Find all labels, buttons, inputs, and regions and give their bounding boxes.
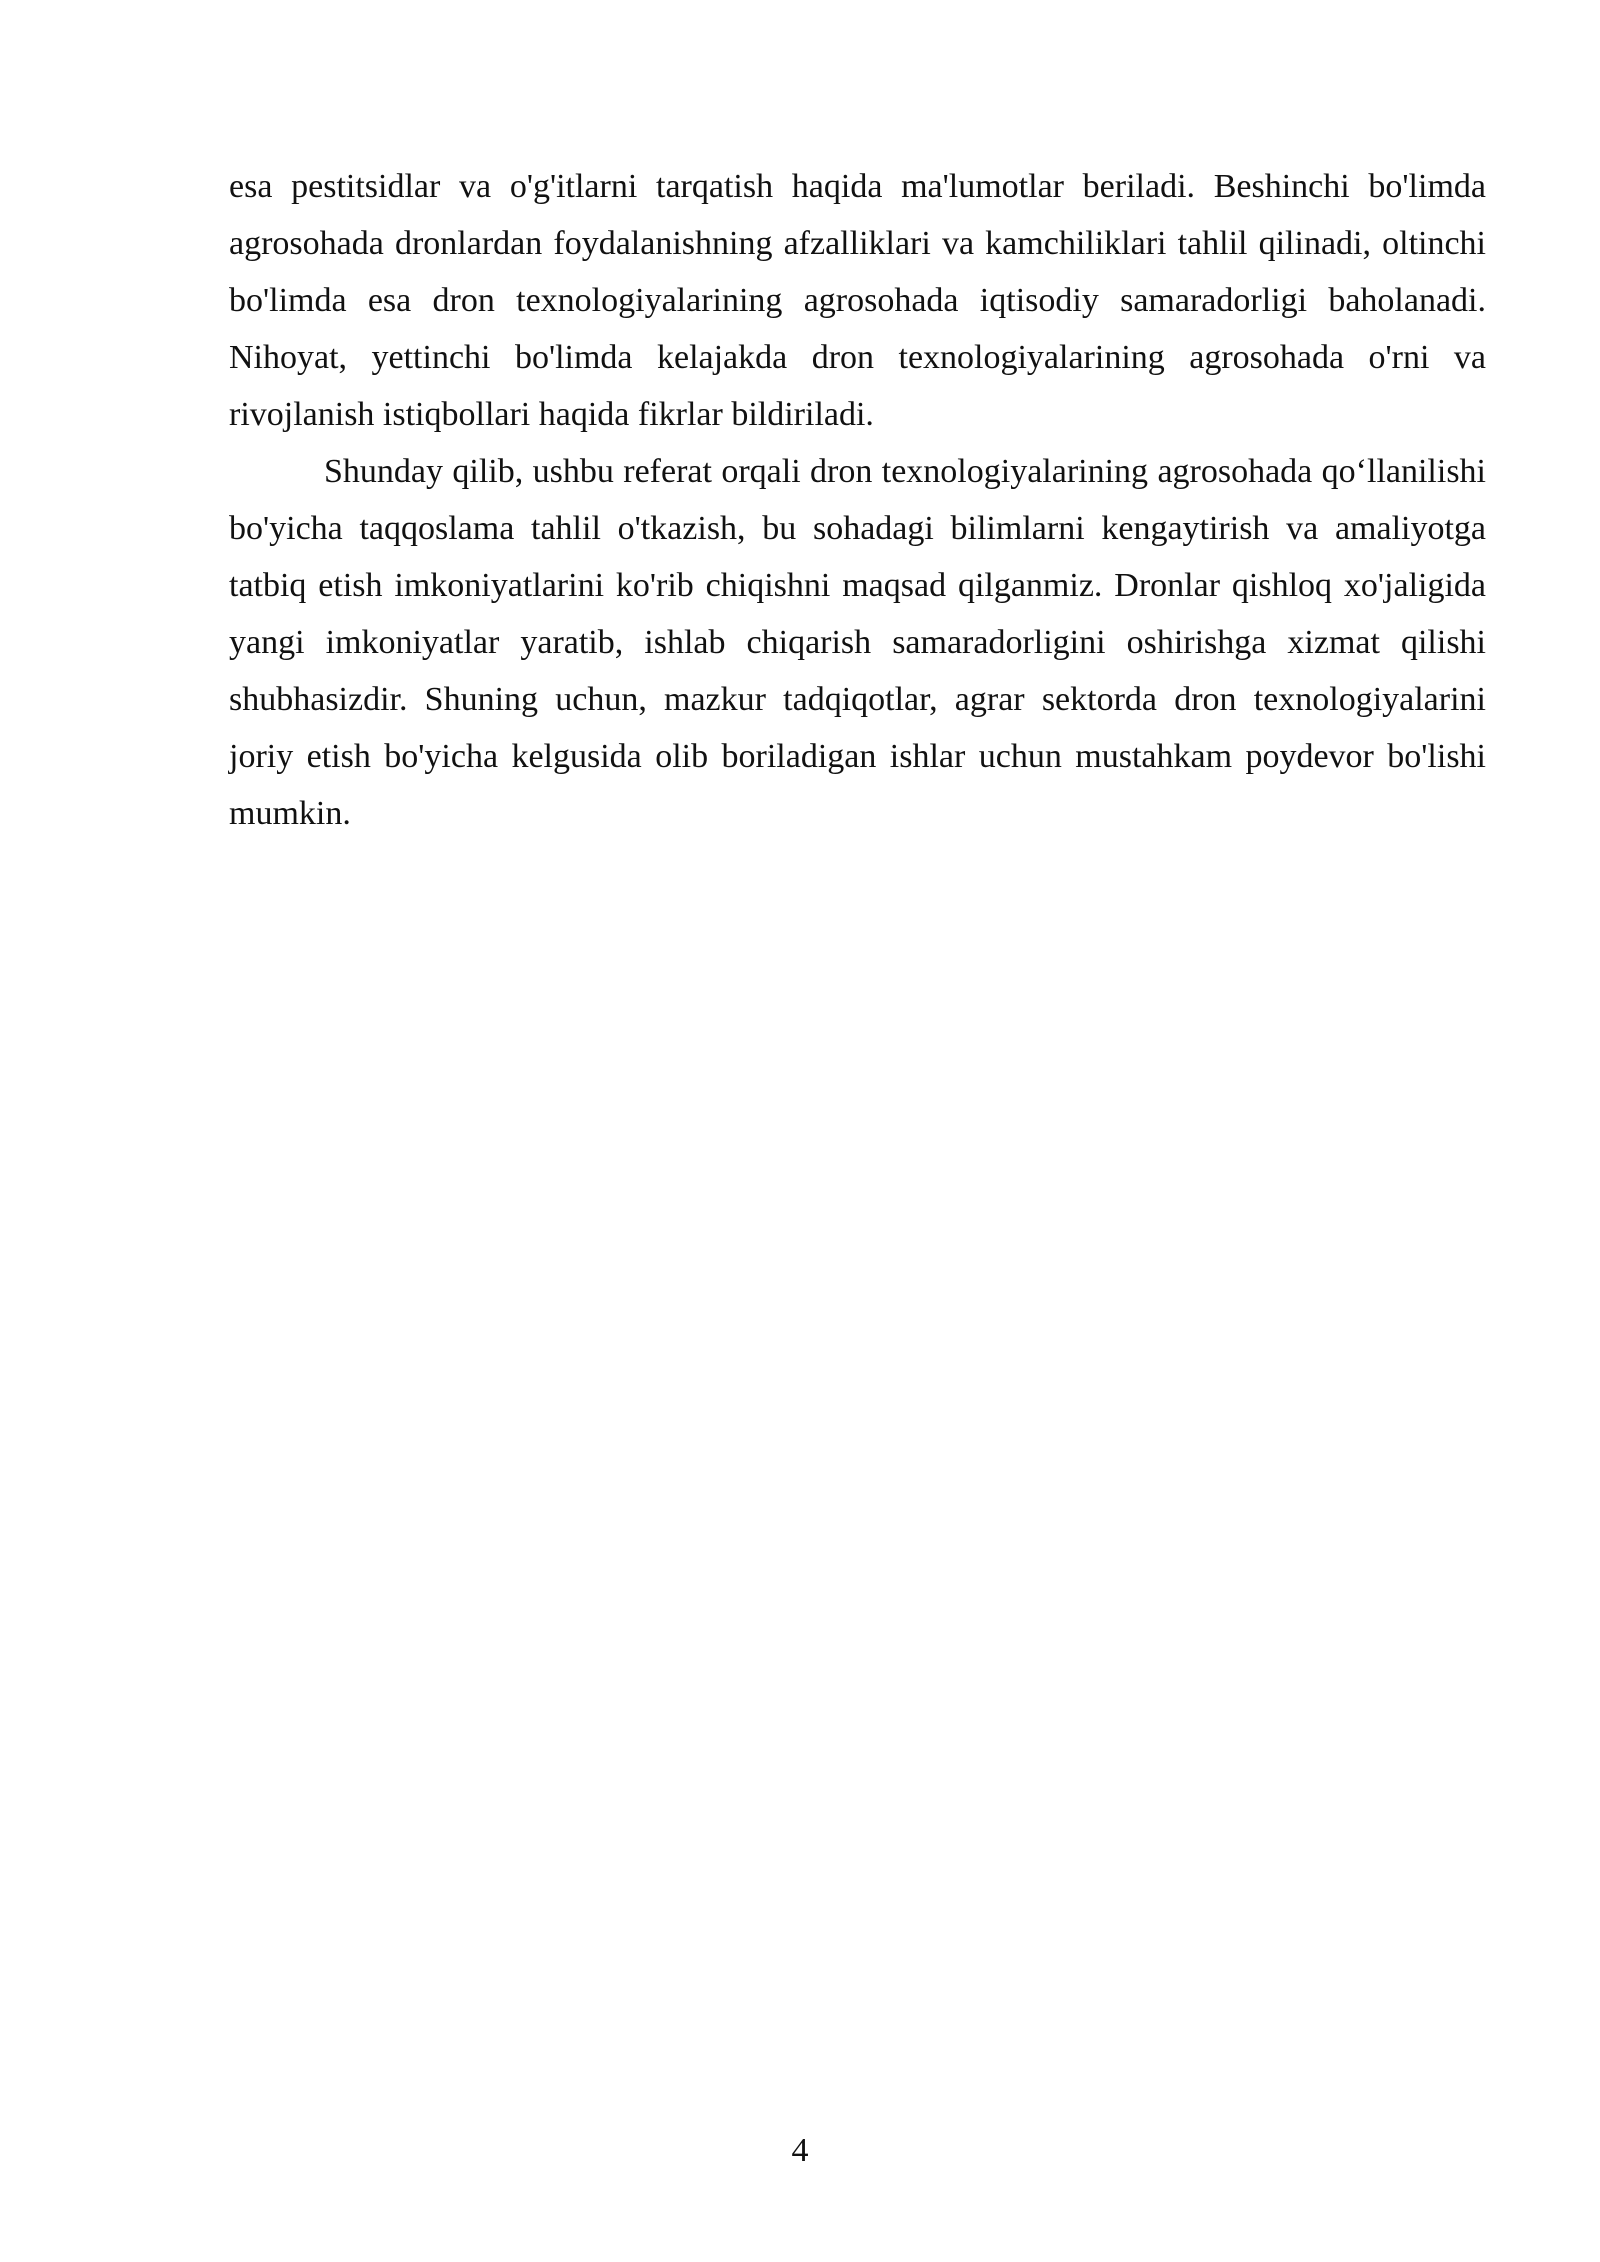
paragraph-sections-overview: esa pestitsidlar va o'g'itlarni tarqatish haqida ma'lumotlar beriladi. Beshinchi bo'limda agrosohada dronlardan foydalanishning afzalliklari va kamchiliklari tahlil qilinadi, oltinchi bo'limda esa dron texnologiyalarining agrosohada iqtisodiy samaradorligi baholanadi. Nihoyat, yettinchi bo'limda kelajakda dron texnologiyalarining agrosohada o'rni va rivojlanish istiqbollari haqida fikrlar bildiriladi.	[229, 168, 1486, 433]
body-text	[229, 158, 1486, 842]
page-number: 4	[791, 2132, 809, 2169]
paragraph-conclusion: Shunday qilib, ushbu referat orqali dron texnologiyalarining agrosohada qo‘llanilishi bo'yicha taqqoslama tahlil o'tkazish, bu sohadagi bilimlarni kengaytirish va amaliyotga tatbiq etish imkoniyatlarini ko'rib chiqishni maqsad qilganmiz. Dronlar qishloq xo'jaligida yangi imkoniyatlar yaratib, ishlab chiqarish samaradorligini oshirishga xizmat qilishi shubhasizdir. Shuning uchun, mazkur tadqiqotlar, agrar sektorda dron texnologiyalarini joriy etish bo'yicha kelgusida olib boriladigan ishlar uchun mustahkam poydevor bo'lishi mumkin.	[229, 453, 1486, 832]
